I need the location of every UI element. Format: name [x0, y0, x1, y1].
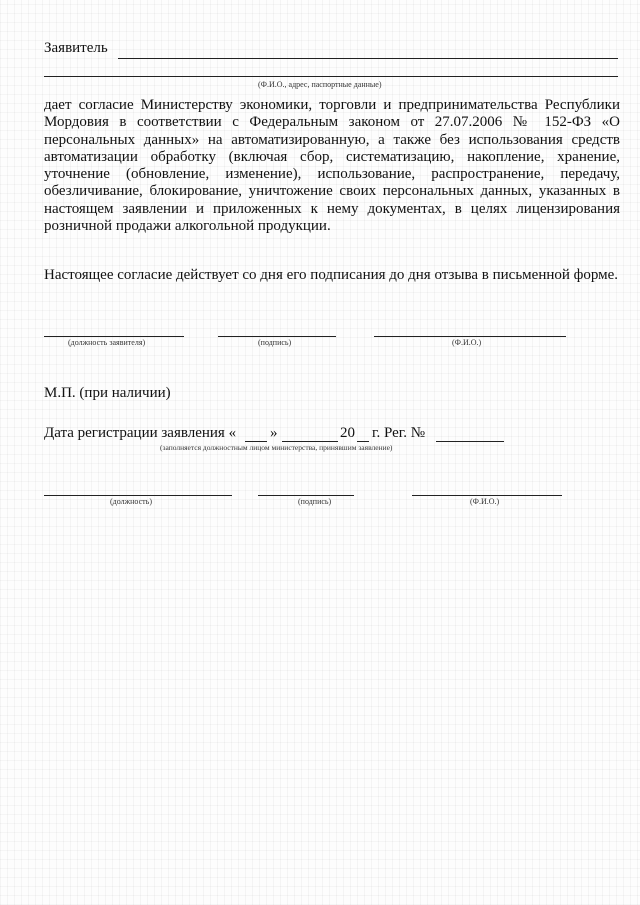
signature-caption-1: (подпись) [258, 338, 292, 347]
name-caption-2: (Ф.И.О.) [470, 497, 500, 506]
signature-line-1 [218, 336, 336, 337]
registration-label: Дата регистрации заявления « [44, 425, 237, 441]
applicant-label: Заявитель [44, 40, 108, 56]
registration-year-line [357, 441, 369, 442]
name-line-2 [412, 495, 562, 496]
applicant-line-2 [44, 76, 618, 77]
position-line-2 [44, 495, 232, 496]
name-line-1 [374, 336, 566, 337]
consent-paragraph: дает согласие Министерству экономики, торговли и предпринимательства Республики Мордовия в соответствии с Федеральным законом от 27.07.2006 № 152-ФЗ «О персональных данных» на автоматизированную, а также без использования средств автоматизации обработку (включая сбор, систематизацию, накопление, хранение, уточнение (обновление, изменение), использование, распространение, передачу, обезличивание, блокирование, уничтожение своих персональных данных, указанных в настоящем заявлении и приложенных к нему документах, в целях лицензирования розничной продажи алкогольной продукции. [44, 97, 620, 235]
registration-number-line [436, 441, 504, 442]
signature-caption-2: (подпись) [298, 497, 332, 506]
applicant-line [118, 58, 618, 59]
position-caption-2: (должность) [110, 497, 152, 506]
signature-line-2 [258, 495, 354, 496]
consent-validity: Настоящее согласие действует со дня его подписания до дня отзыва в письменной форме. [44, 267, 619, 283]
position-line-1 [44, 336, 184, 337]
applicant-caption: (Ф.И.О., адрес, паспортные данные) [258, 80, 382, 89]
registration-quote-close: » [270, 425, 278, 441]
registration-month-line [282, 441, 338, 442]
registration-day-line [245, 441, 267, 442]
stamp-label: М.П. (при наличии) [44, 385, 171, 401]
registration-caption: (заполняется должностным лицом министерства, принявшим заявление) [160, 443, 393, 452]
registration-year-suffix: г. Рег. № [372, 425, 426, 441]
position-caption-1: (должность заявителя) [68, 338, 146, 347]
name-caption-1: (Ф.И.О.) [452, 338, 482, 347]
registration-year-prefix: 20 [340, 425, 355, 441]
